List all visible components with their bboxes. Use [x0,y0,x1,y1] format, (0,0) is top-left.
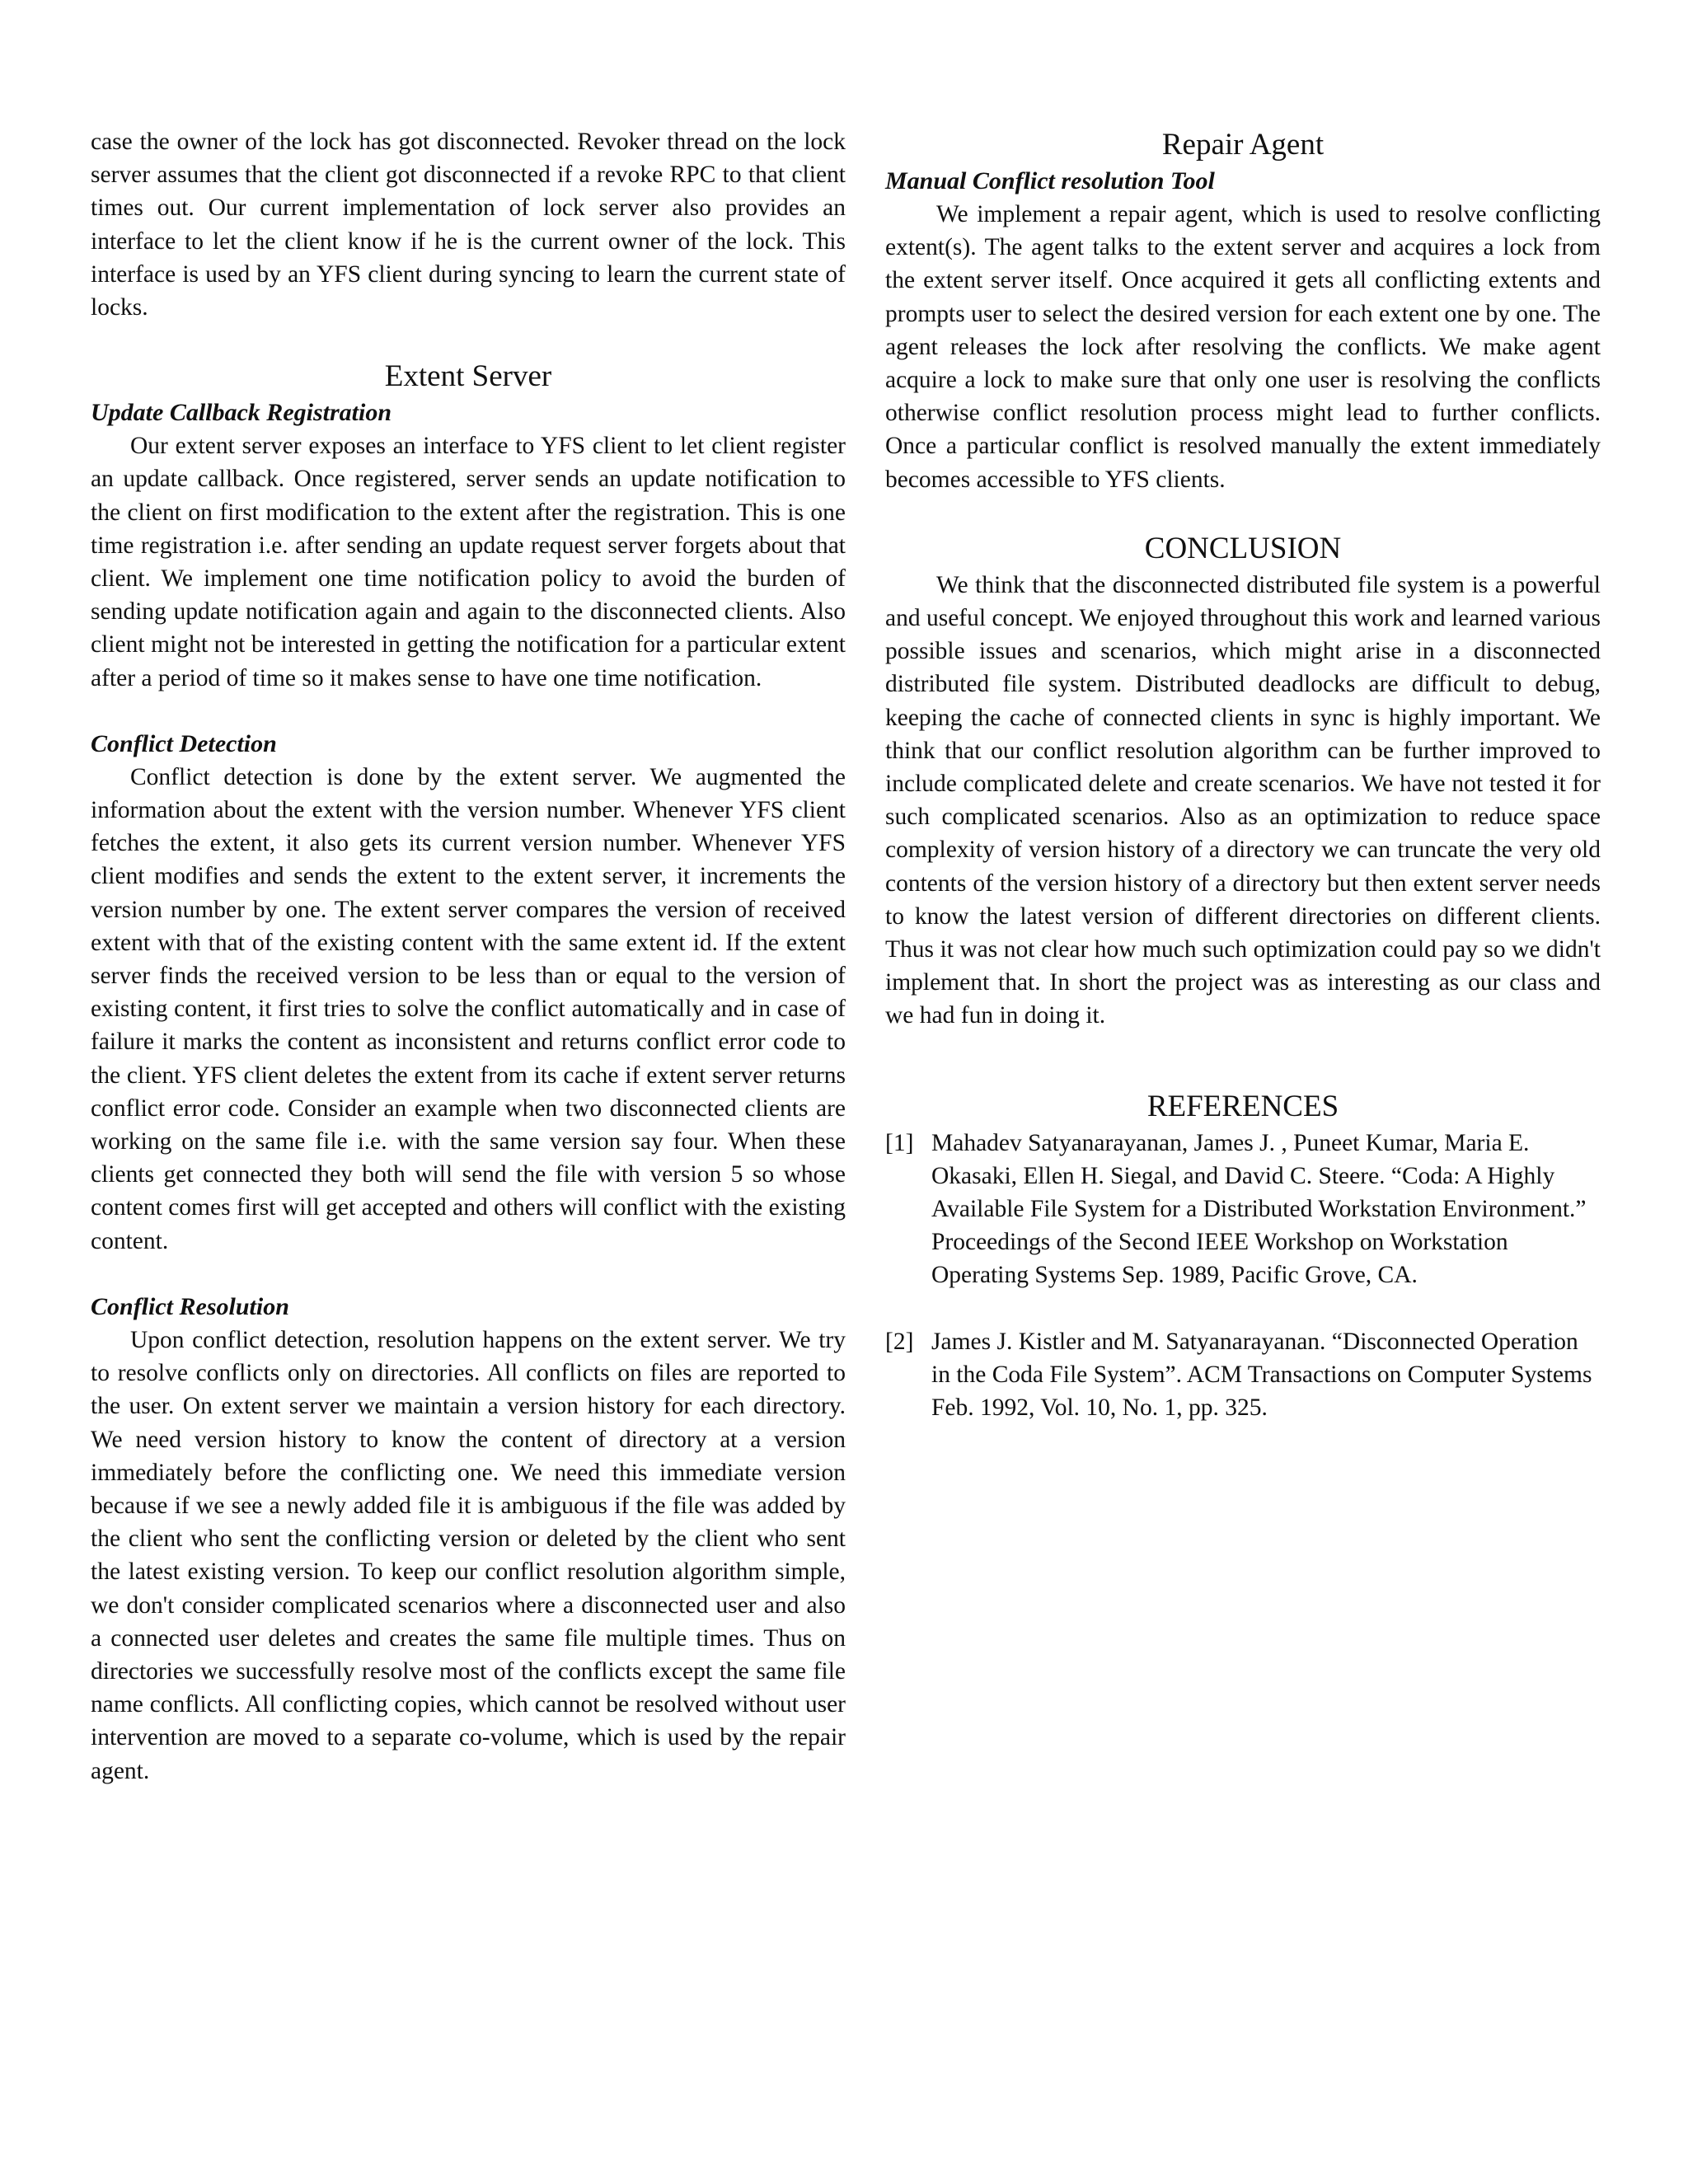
conflict-resolution-paragraph: Upon conflict detection, resolution happens on the extent server. We try to resolve conflicts only on directories. All conflicts on files are reported to the user. On extent server we maintain a version history for each directory. We need version history to know the content of directory at a version immediately before the conflicting one. We need this immediate version because if we see a newly added file it is ambiguous if the file was added by the client who sent the conflicting version or deleted by the client who sent the latest existing version. To keep our conflict resolution algorithm simple, we don't consider complicated scenarios where a disconnected user and also a connected user deletes and creates the same file multiple times. Thus on directories we successfully resolve most of the conflicts except the same file name conflicts. All conflicting copies, which cannot be resolved without user intervention are moved to a separate co-volume, which is used by the repair agent. [91,1326,846,1784]
extent-server-heading: Extent Server [384,359,552,394]
update-callback-paragraph: Our extent server exposes an interface to YFS client to let client register an update callback. Once registered, server sends an update notification to the client on first modification to the extent after the registration. This is one time registration i.e. after sending an update request server forgets about that client. We implement one time notification policy to avoid the burden of sending update notification again and again to the disconnected clients. Also client might not be interested in getting the notification for a particular extent after a period of time so it makes sense to have one time notification. [91,433,846,691]
conflict-resolution-subheading: Conflict Resolution [91,1292,289,1320]
manual-tool-subheading: Manual Conflict resolution Tool [885,167,1215,194]
update-callback-subheading: Update Callback Registration [91,399,392,427]
conclusion-heading: CONCLUSION [1144,531,1342,565]
reference-number: [1] [885,1129,914,1156]
intro-paragraph: case the owner of the lock has got disconnected. Revoker thread on the lock server assumes that the client got disconnected if a revoke RPC to that client times out. Our current implementation of lock server also provides an interface to let the client know if he is the current owner of the lock. This interface is used by an YFS client during syncing to learn the current state of locks. [91,129,846,321]
conflict-detection-subheading: Conflict Detection [91,729,277,757]
repair-agent-heading: Repair Agent [1161,128,1325,162]
references-heading: REFERENCES [1146,1089,1339,1123]
reference-item [885,1325,1601,1425]
reference-text: James J. Kistler and M. Satyanarayanan. “Disconnected Operation in the Coda File System”. ACM Transactions on Computer Systems Feb. 1992, Vol. 10, No. 1, pp. 325. [931,1328,1592,1422]
right-column [885,125,1601,1424]
conclusion-paragraph: We think that the disconnected distributed file system is a powerful and useful concept. We enjoyed throughout this work and learned various possible issues and scenarios, which might arise in a disconnected distributed file system. Distributed deadlocks are difficult to debug, keeping the cache of connected clients in sync is highly important. We think that our conflict resolution algorithm can be further improved to include complicated delete and create scenarios. We have not tested it for such complicated scenarios. Also as an optimization to reduce space complexity of version history of a directory we can truncate the very old contents of the version history of a directory but then extent server needs to know the latest version of different directories on different clients. Thus it was not clear how much such optimization could pay so we didn't implement that. In short the project was as interesting as our class and we had fun in doing it. [885,571,1601,1029]
repair-agent-paragraph: We implement a repair agent, which is used to resolve conflicting extent(s). The agent talks to the extent server and acquires a lock from the extent server itself. Once acquired it gets all conflicting extents and prompts user to select the desired version for each extent one by one. The agent releases the lock after resolving the conflicts. We make agent acquire a lock to make sure that only one user is resolving the conflicts otherwise conflict resolution process might lead to further conflicts. Once a particular conflict is resolved manually the extent immediately becomes accessible to YFS clients. [885,201,1601,493]
reference-text: Mahadev Satyanarayanan, James J. , Puneet Kumar, Maria E. Okasaki, Ellen H. Siegal, and David C. Steere. “Coda: A Highly Available File System for a Distributed Workstation Environment.” Proceedings of the Second IEEE Workshop on Workstation Operating Systems Sep. 1989, Pacific Grove, CA. [931,1129,1587,1289]
conflict-detection-paragraph: Conflict detection is done by the extent server. We augmented the information about the extent with the version number. Whenever YFS client fetches the extent, it also gets its current version number. Whenever YFS client modifies and sends the extent to the extent server, it increments the version number by one. The extent server compares the version of received extent with that of the existing content with the same extent id. If the extent server finds the received version to be less than or equal to the version of existing content, it first tries to solve the conflict automatically and in case of failure it marks the content as inconsistent and returns conflict error code to the client. YFS client deletes the extent from its cache if extent server returns conflict error code. Consider an example when two disconnected clients are working on the same file i.e. with the same version say four. When these clients get connected they both will send the file with version 5 so whose content comes first will get accepted and others will conflict with the existing content. [91,763,846,1254]
left-column [91,125,846,1788]
reference-number: [2] [885,1328,914,1355]
reference-item [885,1127,1601,1292]
